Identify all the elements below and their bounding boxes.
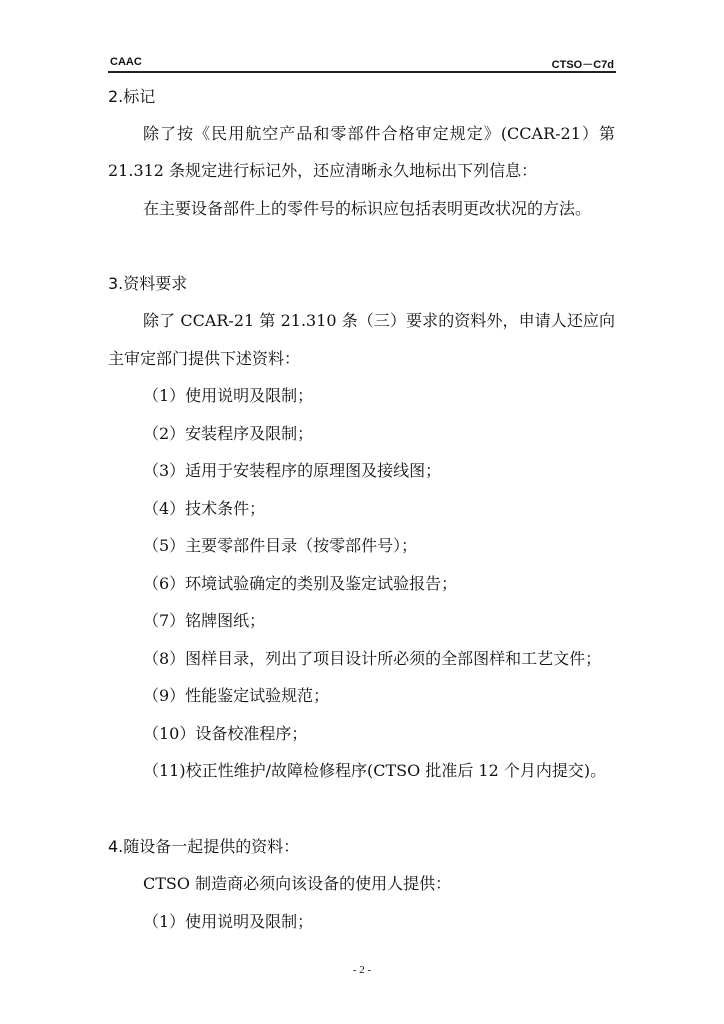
header-doc-id: CTSO－C7d — [551, 59, 614, 71]
paragraph-line: 21.312 条规定进行标记外，还应清晰永久地标出下列信息： — [108, 161, 538, 180]
header-divider — [108, 71, 616, 73]
list-item: （8）图样目录，列出了项目设计所必须的全部图样和工艺文件； — [143, 649, 602, 668]
section-heading-furnished-data: 4.随设备一起提供的资料： — [108, 837, 300, 856]
header-org: CAAC — [110, 56, 142, 68]
list-item: （11)校正性维护/故障检修程序(CTSO 批准后 12 个月内提交)。 — [143, 761, 607, 780]
list-item: （1）使用说明及限制； — [143, 386, 314, 405]
paragraph-line: CTSO 制造商必须向该设备的使用人提供： — [143, 874, 452, 893]
list-item: （6）环境试验确定的类别及鉴定试验报告； — [143, 574, 458, 593]
paragraph-line: 除了 CCAR-21 第 21.310 条（三）要求的资料外，申请人还应向 — [143, 311, 615, 330]
list-item: （4）技术条件； — [143, 499, 266, 518]
section-heading-marking: 2.标记 — [108, 87, 156, 106]
list-item: （2）安装程序及限制； — [143, 424, 314, 443]
paragraph-line: 在主要设备部件上的零件号的标识应包括表明更改状况的方法。 — [143, 199, 592, 218]
section-heading-data-requirements: 3.资料要求 — [108, 274, 188, 293]
list-item: （3）适用于安装程序的原理图及接线图； — [143, 461, 442, 480]
list-item: （9）性能鉴定试验规范； — [143, 686, 330, 705]
list-item: （10）设备校准程序； — [143, 724, 308, 743]
page-header — [108, 54, 616, 70]
list-item: （1）使用说明及限制； — [143, 912, 314, 931]
list-item: （7）铭牌图纸； — [143, 611, 266, 630]
paragraph-line: 主审定部门提供下述资料： — [108, 349, 301, 368]
list-item: （5）主要零部件目录（按零部件号）； — [143, 536, 418, 555]
page-number: - 2 - — [352, 964, 372, 976]
paragraph-line: 除了按《民用航空产品和零部件合格审定规定》(CCAR-21）第 — [143, 124, 615, 143]
